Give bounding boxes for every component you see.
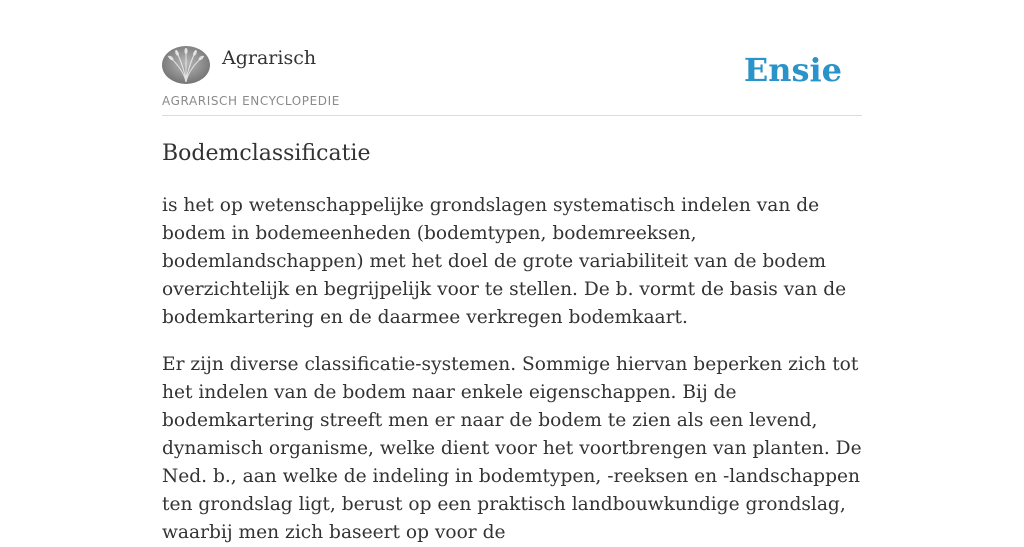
source-name[interactable]: Agrarisch	[222, 47, 317, 69]
header	[162, 44, 862, 116]
source-logo[interactable]	[162, 46, 210, 84]
article-paragraph: Er zijn diverse classificatie-systemen. Sommige hiervan beperken zich tot het indelen van de bodem naar enkele eigenschappen. Bij de bodemkartering streeft men er naar de bodem te zien als een levend, dynamisch organisme, welke dient voor het voortbrengen van planten. De Ned. b., aan welke de indeling in bodemtypen, -reeksen en -landschappen ten grondslag ligt, berust op een praktisch landbouwkundige grondslag, waarbij men zich baseert op voor de	[162, 354, 862, 543]
site-logo[interactable]: Ensie	[743, 51, 842, 89]
article-paragraph: is het op wetenschappelijke grondslagen systematisch indelen van de bodem in bodemeenheden (bodemtypen, bodemreeksen, bodemlandschappen) met het doel de grote variabiliteit van de bodem overzichtelijk en begrijpelijk voor te stellen. De b. vormt de basis van de bodemkartering en de daarmee verkregen bodemkaart.	[162, 195, 847, 328]
source-subtitle: AGRARISCH ENCYCLOPEDIE	[162, 94, 340, 108]
article	[162, 138, 862, 547]
wheat-sheaf-icon	[162, 46, 210, 84]
article-title: Bodemclassificatie	[162, 141, 371, 166]
